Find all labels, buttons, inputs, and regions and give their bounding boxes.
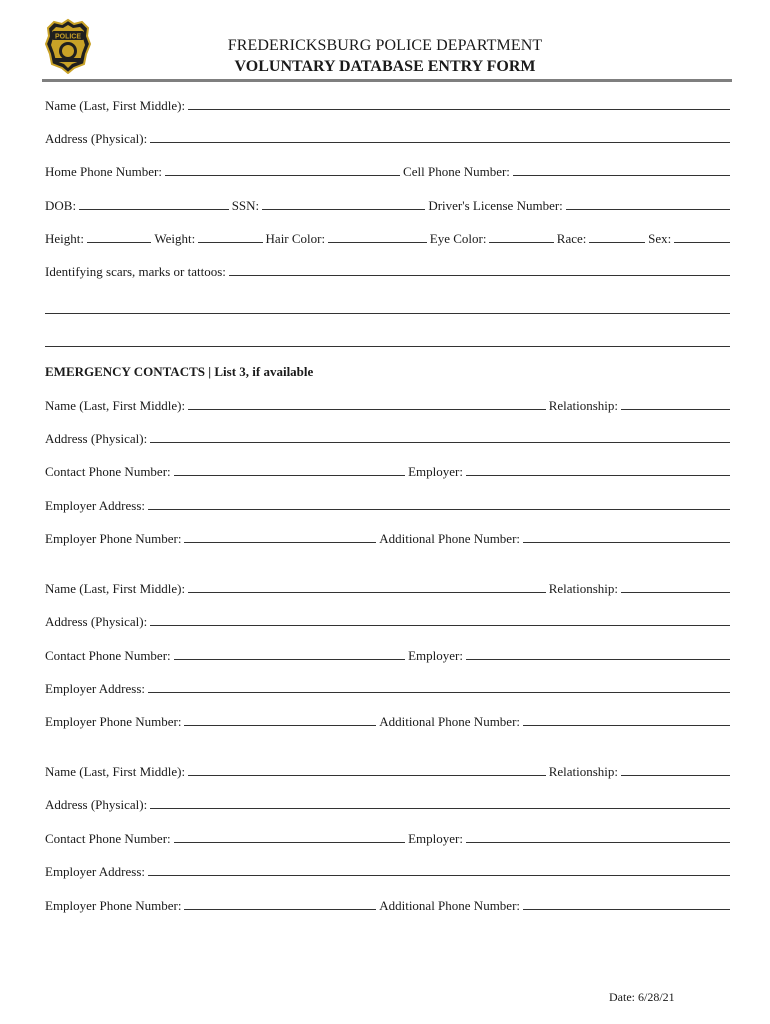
contact-2-additional-phone-field[interactable] [523, 725, 730, 726]
hair-color-label: Hair Color: [265, 231, 326, 246]
contact-2-employer-address-field[interactable] [148, 692, 730, 693]
eye-color-field[interactable] [489, 242, 553, 243]
race-label: Race: [556, 231, 587, 246]
contact-3-additional-phone-field[interactable] [523, 909, 730, 910]
contact-3-name-row [45, 762, 730, 780]
contact-3-employer-phone-field[interactable] [184, 909, 376, 910]
revision-date: Date: 6/28/21 [609, 990, 675, 1004]
contact-2-name-row [45, 579, 730, 597]
scars-row [45, 262, 730, 280]
additional-phone-label: Additional Phone Number: [379, 714, 521, 729]
employer-label: Employer: [408, 464, 463, 479]
contact-2-address-row [45, 612, 730, 630]
sex-field[interactable] [674, 242, 730, 243]
contact-3-employer-phone-row [45, 896, 730, 914]
cell-phone-field[interactable] [513, 175, 730, 176]
dob-label: DOB: [45, 198, 77, 213]
contact-1-relationship-field[interactable] [621, 409, 730, 410]
contact-name-label: Name (Last, First Middle): [45, 581, 186, 596]
scars-continuation-line-2[interactable] [45, 346, 730, 347]
scars-field[interactable] [229, 275, 730, 276]
phone-row [45, 162, 730, 180]
contact-2-address-field[interactable] [150, 625, 730, 626]
address-row [45, 129, 730, 147]
contact-1-employer-address-row [45, 496, 730, 514]
dob-field[interactable] [79, 209, 229, 210]
employer-phone-label: Employer Phone Number: [45, 531, 182, 546]
scars-label: Identifying scars, marks or tattoos: [45, 264, 226, 279]
address-label: Address (Physical): [45, 131, 148, 146]
dl-label: Driver's License Number: [428, 198, 563, 213]
eye-color-label: Eye Color: [429, 231, 487, 246]
contact-address-label: Address (Physical): [45, 614, 148, 629]
address-field[interactable] [150, 142, 730, 143]
employer-address-label: Employer Address: [45, 864, 146, 879]
contact-1-address-field[interactable] [150, 442, 730, 443]
contact-3-phone-row [45, 829, 730, 847]
additional-phone-label: Additional Phone Number: [379, 898, 521, 913]
emergency-contacts-heading: EMERGENCY CONTACTS | List 3, if available [45, 364, 314, 379]
name-field[interactable] [188, 109, 730, 110]
contact-phone-label: Contact Phone Number: [45, 831, 171, 846]
dl-field[interactable] [566, 209, 730, 210]
contact-2-employer-address-row [45, 679, 730, 697]
id-row [45, 196, 730, 214]
contact-1-address-row [45, 429, 730, 447]
race-field[interactable] [589, 242, 645, 243]
contact-2-name-field[interactable] [188, 592, 546, 593]
relationship-label: Relationship: [548, 398, 619, 413]
contact-name-label: Name (Last, First Middle): [45, 764, 186, 779]
relationship-label: Relationship: [548, 764, 619, 779]
contact-2-employer-field[interactable] [466, 659, 730, 660]
name-row [45, 96, 730, 114]
contact-name-label: Name (Last, First Middle): [45, 398, 186, 413]
height-label: Height: [45, 231, 84, 246]
contact-3-employer-address-row [45, 862, 730, 880]
descriptors-row [45, 229, 730, 247]
weight-label: Weight: [154, 231, 196, 246]
contact-address-label: Address (Physical): [45, 431, 148, 446]
contact-1-additional-phone-field[interactable] [523, 542, 730, 543]
contact-2-phone-row [45, 646, 730, 664]
employer-label: Employer: [408, 648, 463, 663]
contact-1-name-field[interactable] [188, 409, 546, 410]
weight-field[interactable] [198, 242, 262, 243]
contact-phone-label: Contact Phone Number: [45, 648, 171, 663]
contact-3-address-field[interactable] [150, 808, 730, 809]
contact-1-employer-field[interactable] [466, 475, 730, 476]
header-divider [42, 79, 732, 82]
contact-address-label: Address (Physical): [45, 797, 148, 812]
form-title: VOLUNTARY DATABASE ENTRY FORM [234, 58, 536, 75]
contact-1-name-row [45, 396, 730, 414]
contact-phone-label: Contact Phone Number: [45, 464, 171, 479]
cell-phone-label: Cell Phone Number: [403, 164, 510, 179]
contact-3-address-row [45, 795, 730, 813]
contact-2-relationship-field[interactable] [621, 592, 730, 593]
department-name: FREDERICKSBURG POLICE DEPARTMENT [227, 37, 543, 54]
contact-2-employer-phone-row [45, 712, 730, 730]
additional-phone-label: Additional Phone Number: [379, 531, 521, 546]
contact-3-name-field[interactable] [188, 775, 546, 776]
badge-text: POLICE [54, 33, 82, 41]
contact-1-employer-phone-row [45, 529, 730, 547]
relationship-label: Relationship: [548, 581, 619, 596]
employer-address-label: Employer Address: [45, 681, 146, 696]
contact-3-relationship-field[interactable] [621, 775, 730, 776]
home-phone-label: Home Phone Number: [45, 164, 162, 179]
contact-1-phone-row [45, 462, 730, 480]
hair-color-field[interactable] [328, 242, 427, 243]
contact-3-employer-address-field[interactable] [148, 875, 730, 876]
name-label: Name (Last, First Middle): [45, 98, 186, 113]
contact-3-phone-field[interactable] [174, 842, 405, 843]
employer-phone-label: Employer Phone Number: [45, 898, 182, 913]
height-field[interactable] [87, 242, 151, 243]
contact-1-employer-address-field[interactable] [148, 509, 730, 510]
ssn-label: SSN: [231, 198, 260, 213]
sex-label: Sex: [648, 231, 672, 246]
employer-label: Employer: [408, 831, 463, 846]
employer-phone-label: Employer Phone Number: [45, 714, 182, 729]
contact-1-employer-phone-field[interactable] [184, 542, 376, 543]
contact-2-employer-phone-field[interactable] [184, 725, 376, 726]
ssn-field[interactable] [262, 209, 425, 210]
contact-1-phone-field[interactable] [174, 475, 405, 476]
home-phone-field[interactable] [165, 175, 400, 176]
contact-3-employer-field[interactable] [466, 842, 730, 843]
scars-continuation-line-1[interactable] [45, 313, 730, 314]
contact-2-phone-field[interactable] [174, 659, 405, 660]
employer-address-label: Employer Address: [45, 498, 146, 513]
